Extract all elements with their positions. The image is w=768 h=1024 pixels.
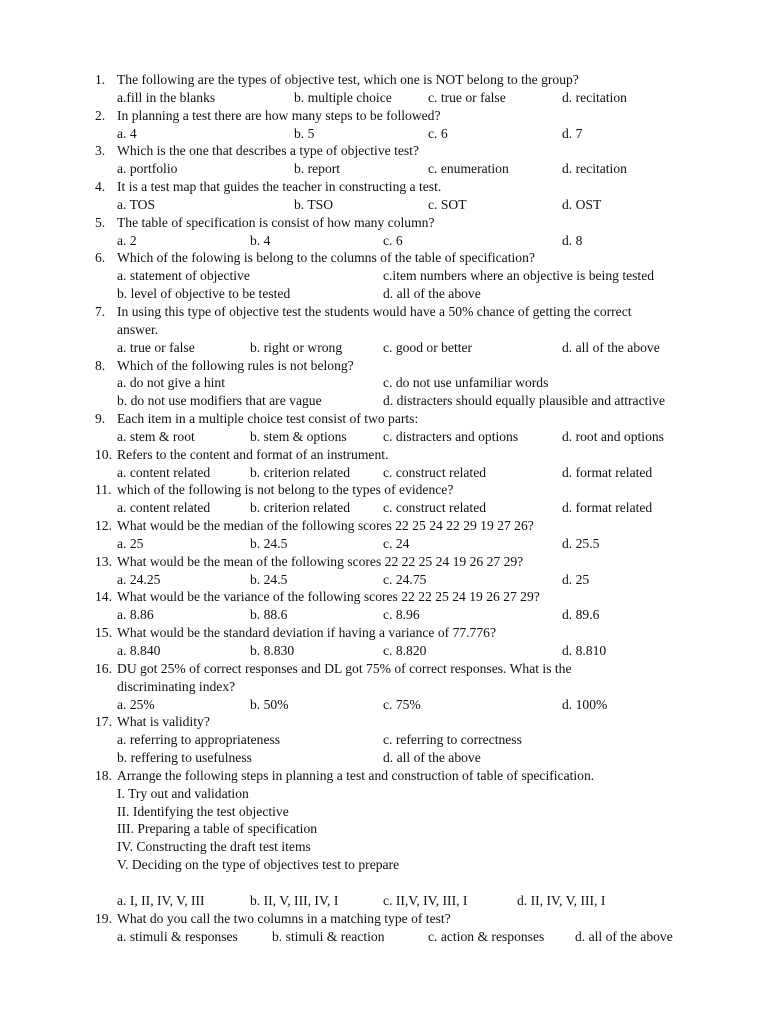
answer-option: c. enumeration	[428, 161, 509, 177]
answer-option: a. 2	[117, 232, 137, 248]
answer-option: a. stem & root	[117, 428, 195, 444]
question-number: 19.	[95, 910, 112, 926]
step-item	[0, 856, 768, 874]
answer-option: c. 75%	[383, 696, 421, 712]
answer-option: b. 24.5	[250, 571, 288, 587]
question-line	[0, 517, 768, 535]
question-number: 3.	[95, 143, 106, 159]
question-line	[0, 71, 768, 89]
question-text: DU got 25% of correct responses and DL got 75% of correct responses. What is the	[117, 660, 572, 676]
answer-option: c. II,V, IV, III, I	[383, 892, 468, 908]
question-number: 15.	[95, 625, 112, 641]
question-line	[0, 553, 768, 571]
question-text: Refers to the content and format of an instrument.	[117, 446, 389, 462]
question-line	[0, 303, 768, 321]
answer-option: d. 100%	[562, 696, 608, 712]
answer-option: d. 25	[562, 571, 590, 587]
answer-option: d. 89.6	[562, 607, 600, 623]
question-line	[0, 767, 768, 785]
question-text: What would be the variance of the following scores 22 22 25 24 19 26 27 29?	[117, 589, 540, 605]
question-number: 11.	[95, 482, 112, 498]
answer-option: d. recitation	[562, 161, 627, 177]
question-line	[0, 446, 768, 464]
answer-option: d. OST	[562, 196, 602, 212]
answer-option: d. all of the above	[575, 928, 673, 944]
options-row	[0, 125, 768, 143]
answer-option: a. 25	[117, 535, 144, 551]
answer-option: a. 24.25	[117, 571, 161, 587]
options-row	[0, 892, 768, 910]
question-text: The following are the types of objective test, which one is NOT belong to the group?	[117, 72, 579, 87]
question-text: In planning a test there are how many steps to be followed?	[117, 107, 441, 123]
options-row	[0, 642, 768, 660]
question-line	[0, 357, 768, 375]
step-item	[0, 838, 768, 856]
answer-option: b. report	[294, 161, 341, 177]
options-row	[0, 731, 768, 749]
answer-option: d. all of the above	[383, 286, 481, 302]
question-number: 14.	[95, 589, 112, 605]
question-line	[0, 142, 768, 160]
question-text: What would be the median of the following scores 22 25 24 22 29 19 27 26?	[117, 518, 534, 534]
question-number: 17.	[95, 714, 112, 730]
options-row	[0, 428, 768, 446]
question-number: 5.	[95, 214, 106, 230]
question-number: 13.	[95, 553, 112, 569]
answer-option: c. referring to correctness	[383, 732, 522, 748]
question-number: 9.	[95, 411, 106, 427]
question-text: discriminating index?	[117, 678, 236, 694]
question-text: Which is the one that describes a type of objective test?	[117, 143, 419, 159]
answer-option: d. format related	[562, 464, 653, 480]
answer-option: b. II, V, III, IV, I	[250, 892, 339, 908]
answer-option: d. recitation	[562, 89, 627, 105]
step-item	[0, 820, 768, 838]
question-number: 2.	[95, 107, 106, 123]
question-line	[0, 481, 768, 499]
answer-option: b. multiple choice	[294, 89, 392, 105]
options-row	[0, 285, 768, 303]
question-text: Arrange the following steps in planning a test and construction of table of specification.	[117, 767, 595, 783]
answer-option: a. 8.86	[117, 607, 154, 623]
blank-line	[0, 874, 768, 892]
answer-option: c.item numbers where an objective is being tested	[383, 268, 655, 284]
answer-option: b. 4	[250, 232, 271, 248]
answer-option: b. TSO	[294, 196, 334, 212]
answer-option: c. 24.75	[383, 571, 427, 587]
answer-option: d. distracters should equally plausible and attractive	[383, 393, 665, 409]
answer-option: a. I, II, IV, V, III	[117, 892, 205, 908]
answer-option: d. 8.810	[562, 643, 607, 658]
options-row	[0, 89, 768, 107]
options-row	[0, 749, 768, 767]
options-row	[0, 535, 768, 553]
answer-option: d. 8	[562, 232, 583, 248]
question-line	[0, 410, 768, 428]
answer-option: a. TOS	[117, 196, 156, 212]
answer-option: a. 25%	[117, 696, 155, 712]
answer-option: d. format related	[562, 500, 653, 516]
options-row	[0, 696, 768, 714]
answer-option: b. 88.6	[250, 607, 288, 623]
answer-option: c. construct related	[383, 464, 487, 480]
question-line	[0, 910, 768, 928]
step-item	[0, 785, 768, 803]
question-text: The table of specification is consist of how many column?	[117, 214, 435, 230]
answer-option: c. 8.820	[383, 643, 427, 658]
answer-option: b. 8.830	[250, 643, 295, 658]
question-number: 16.	[95, 660, 112, 676]
question-text: What is validity?	[117, 714, 210, 730]
answer-option: d. 7	[562, 125, 583, 141]
question-number: 1.	[95, 72, 106, 87]
question-text: Which of the folowing is belong to the columns of the table of specification?	[117, 250, 535, 266]
answer-option: a. stimuli & responses	[117, 928, 238, 944]
answer-option: b. stimuli & reaction	[272, 928, 385, 944]
options-row	[0, 339, 768, 357]
options-row	[0, 196, 768, 214]
question-number: 10.	[95, 446, 112, 462]
answer-option: c. 8.96	[383, 607, 420, 623]
answer-option: c. 6	[383, 232, 403, 248]
question-text: Each item in a multiple choice test consist of two parts:	[117, 411, 419, 427]
question-line	[0, 178, 768, 196]
answer-option: b. criterion related	[250, 464, 351, 480]
question-text: which of the following is not belong to the types of evidence?	[117, 482, 454, 498]
question-text: What do you call the two columns in a matching type of test?	[117, 910, 451, 926]
step-text: I. Try out and validation	[117, 785, 249, 801]
question-text: What would be the standard deviation if having a variance of 77.776?	[117, 625, 496, 641]
question-line	[0, 321, 768, 339]
question-text: It is a test map that guides the teacher in constructing a test.	[117, 179, 442, 195]
step-text: III. Preparing a table of specification	[117, 821, 318, 837]
question-number: 6.	[95, 250, 106, 266]
question-number: 7.	[95, 303, 106, 319]
quiz-document	[0, 71, 768, 945]
answer-option: b. do not use modifiers that are vague	[117, 393, 322, 409]
answer-option: b. 5	[294, 125, 315, 141]
options-row	[0, 267, 768, 285]
answer-option: d. all of the above	[383, 750, 481, 766]
answer-option: a. portfolio	[117, 161, 178, 177]
options-row	[0, 232, 768, 250]
answer-option: c. 24	[383, 535, 410, 551]
answer-option: d. II, IV, V, III, I	[517, 892, 606, 908]
answer-option: d. all of the above	[562, 339, 660, 355]
options-row	[0, 499, 768, 517]
options-row	[0, 374, 768, 392]
question-line	[0, 107, 768, 125]
answer-option: a. 8.840	[117, 643, 161, 658]
question-line	[0, 588, 768, 606]
question-number: 12.	[95, 518, 112, 534]
options-row	[0, 464, 768, 482]
question-line	[0, 660, 768, 678]
answer-option: b. criterion related	[250, 500, 351, 516]
question-number: 8.	[95, 357, 106, 373]
question-line	[0, 249, 768, 267]
answer-option: d. 25.5	[562, 535, 600, 551]
answer-option: c. construct related	[383, 500, 487, 516]
step-item	[0, 803, 768, 821]
answer-option: c. distracters and options	[383, 428, 519, 444]
question-text: answer.	[117, 321, 159, 337]
answer-option: a. content related	[117, 500, 211, 516]
answer-option: c. good or better	[383, 339, 473, 355]
answer-option: a. do not give a hint	[117, 375, 225, 391]
options-row	[0, 160, 768, 178]
answer-option: a. true or false	[117, 339, 195, 355]
question-number: 4.	[95, 179, 106, 195]
answer-option: b. stem & options	[250, 428, 347, 444]
question-text: What would be the mean of the following scores 22 22 25 24 19 26 27 29?	[117, 553, 524, 569]
options-row	[0, 392, 768, 410]
answer-option: c. true or false	[428, 89, 506, 105]
answer-option: c. do not use unfamiliar words	[383, 375, 549, 391]
question-text: In using this type of objective test the students would have a 50% chance of getting the correct	[117, 303, 632, 319]
answer-option: b. 24.5	[250, 535, 288, 551]
answer-option: b. 50%	[250, 696, 289, 712]
question-line	[0, 214, 768, 232]
answer-option: b. level of objective to be tested	[117, 286, 291, 302]
answer-option: c. SOT	[428, 196, 467, 212]
answer-option: a. content related	[117, 464, 211, 480]
answer-option: a.fill in the blanks	[117, 89, 216, 105]
answer-option: d. root and options	[562, 428, 664, 444]
options-row	[0, 606, 768, 624]
question-line	[0, 624, 768, 642]
answer-option: a. 4	[117, 125, 137, 141]
question-number: 18.	[95, 767, 112, 783]
step-text: IV. Constructing the draft test items	[117, 839, 311, 855]
answer-option: b. reffering to usefulness	[117, 750, 252, 766]
answer-option: b. right or wrong	[250, 339, 343, 355]
options-row	[0, 928, 768, 946]
answer-option: c. action & responses	[428, 928, 545, 944]
question-line	[0, 713, 768, 731]
answer-option: a. referring to appropriateness	[117, 732, 281, 748]
question-text: Which of the following rules is not belong?	[117, 357, 354, 373]
answer-option: a. statement of objective	[117, 268, 250, 284]
answer-option: c. 6	[428, 125, 448, 141]
question-line	[0, 678, 768, 696]
step-text: II. Identifying the test objective	[117, 803, 289, 819]
step-text: V. Deciding on the type of objectives test to prepare	[117, 857, 400, 873]
options-row	[0, 571, 768, 589]
